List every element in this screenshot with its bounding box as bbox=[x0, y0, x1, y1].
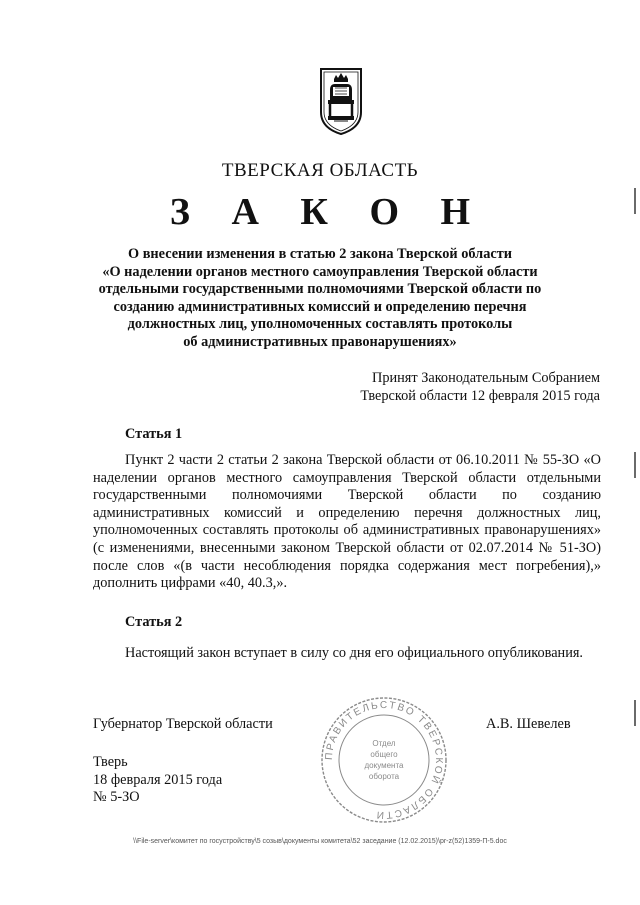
official-stamp bbox=[318, 694, 450, 826]
stamp-ring-text: ПРАВИТЕЛЬСТВО ТВЕРСКОЙ ОБЛАСТИ bbox=[323, 699, 445, 821]
adoption-note bbox=[360, 370, 600, 405]
law-title-line: об административных правонарушениях» bbox=[183, 333, 457, 350]
stamp-center-line: Отдел bbox=[372, 739, 396, 748]
stamp-center-line: документа bbox=[364, 761, 404, 770]
law-number: № 5-ЗО bbox=[93, 789, 140, 806]
file-path-footer: \\File-server\комитет по госустройству\5 созыв\документы комитета\52 заседание (12.02.2015)\pr-z(52)1359-П-5.doc bbox=[133, 838, 507, 845]
document-type: З А К О Н bbox=[169, 191, 487, 233]
signatory-name: А.В. Шевелев bbox=[486, 716, 571, 732]
stamp-center-line: общего bbox=[370, 750, 398, 759]
law-title bbox=[70, 246, 570, 352]
city: Тверь bbox=[93, 754, 128, 770]
law-title-line: отдельными государственными полномочиями Тверской области по bbox=[98, 281, 542, 298]
place-and-date bbox=[93, 754, 222, 807]
coat-of-arms-icon bbox=[318, 66, 364, 136]
region-name: ТВЕРСКАЯ ОБЛАСТЬ bbox=[221, 160, 419, 181]
stamp-center-line: оборота bbox=[368, 772, 400, 781]
law-title-line: «О наделении органов местного самоуправления Тверской области bbox=[102, 263, 538, 280]
signatory-title: Губернатор Тверской области bbox=[93, 716, 273, 732]
law-title-line: О внесении изменения в статью 2 закона Тверской области bbox=[128, 246, 512, 262]
law-title-line: созданию административных комиссий и определению перечня bbox=[113, 298, 527, 315]
article-1-heading: Статья 1 bbox=[125, 426, 183, 442]
adoption-line: Принят Законодательным Собранием bbox=[372, 370, 600, 386]
adoption-line: Тверской области 12 февраля 2015 года bbox=[360, 387, 600, 404]
scan-edge-mark bbox=[634, 700, 636, 726]
article-1-text: Пункт 2 части 2 статьи 2 закона Тверской области от 06.10.2011 № 55-ЗО «О наделении органов местного самоуправления Тверской области отдельными государственными полномочиями Тверской области по созданию административных комиссий и определению перечня должностных лиц, уполномоченных составлять протоколы об административных правонарушениях» (с изменениями, внесенными законом Тверской области от 02.07.2014 № 51-ЗО) после слов «(в части несоблюдения порядка содержания мест погребения),» дополнить цифрами «40, 40.3,». bbox=[93, 452, 601, 592]
article-2-heading: Статья 2 bbox=[125, 614, 183, 630]
sign-date: 18 февраля 2015 года bbox=[93, 771, 223, 788]
article-2-text: Настоящий закон вступает в силу со дня его официального опубликования. bbox=[125, 645, 583, 661]
law-title-line: должностных лиц, уполномоченных составлять протоколы bbox=[127, 316, 513, 333]
scan-edge-mark bbox=[634, 452, 636, 478]
